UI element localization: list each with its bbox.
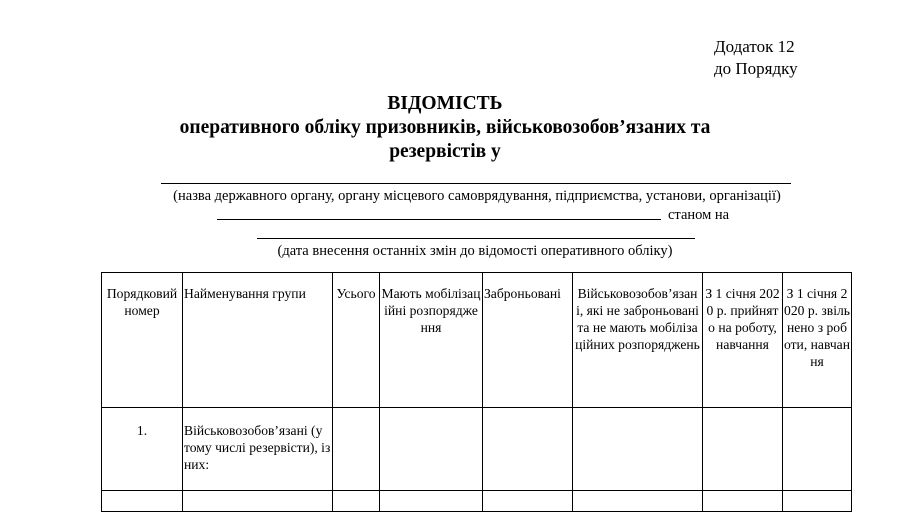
cell-reserved bbox=[483, 491, 573, 512]
header-reserved: Заброньовані bbox=[483, 273, 573, 408]
cell-total bbox=[333, 491, 380, 512]
register-table bbox=[101, 272, 852, 512]
cell-dismissed bbox=[783, 491, 852, 512]
date-fill-line bbox=[257, 238, 695, 239]
cell-not-reserved bbox=[573, 408, 703, 491]
table-row bbox=[102, 408, 852, 491]
header-dismissed-since-2020: З 1 січня 2020 р. звільнено з роботи, навчання bbox=[783, 273, 852, 408]
cell-serial-number bbox=[102, 491, 183, 512]
cell-dismissed bbox=[783, 408, 852, 491]
cell-not-reserved bbox=[573, 491, 703, 512]
header-not-reserved: Військовозобов’язані, які не заброньовані та не мають мобілізаційних розпоряджень bbox=[573, 273, 703, 408]
header-mobilization-orders: Мають мобілізаційні розпорядження bbox=[380, 273, 483, 408]
cell-mobilization-orders bbox=[380, 408, 483, 491]
as-of-label: станом на bbox=[668, 207, 730, 223]
header-serial-number: Порядковий номер bbox=[102, 273, 183, 408]
header-group-name: Найменування групи bbox=[183, 273, 333, 408]
cell-mobilization-orders bbox=[380, 491, 483, 512]
as-of-fill-line bbox=[217, 219, 661, 220]
cell-hired bbox=[703, 408, 783, 491]
org-name-fill-line bbox=[161, 183, 791, 184]
table-row bbox=[102, 491, 852, 512]
header-hired-since-2020: З 1 січня 2020 р. прийнято на роботу, навчання bbox=[703, 273, 783, 408]
table-header-row bbox=[102, 273, 852, 408]
appendix-note bbox=[714, 36, 798, 80]
cell-serial-number: 1. bbox=[102, 408, 183, 491]
cell-group-name bbox=[183, 491, 333, 512]
cell-total bbox=[333, 408, 380, 491]
title-subheading-line2: резервістів у bbox=[389, 141, 501, 162]
appendix-reference: до Порядку bbox=[714, 59, 798, 78]
title-heading: ВІДОМІСТЬ bbox=[387, 93, 503, 114]
cell-hired bbox=[703, 491, 783, 512]
org-name-caption: (назва державного органу, органу місцевого самоврядування, підприємства, установи, організації) bbox=[173, 188, 781, 204]
date-caption: (дата внесення останніх змін до відомості оперативного обліку) bbox=[277, 243, 673, 259]
appendix-number: Додаток 12 bbox=[714, 37, 795, 56]
title-subheading-line1: оперативного обліку призовників, військовозобов’язаних та bbox=[179, 117, 711, 138]
header-total: Усього bbox=[333, 273, 380, 408]
cell-reserved bbox=[483, 408, 573, 491]
document-title bbox=[95, 92, 795, 164]
cell-group-name: Військовозобов’язані (у тому числі резервісти), із них: bbox=[183, 408, 333, 491]
